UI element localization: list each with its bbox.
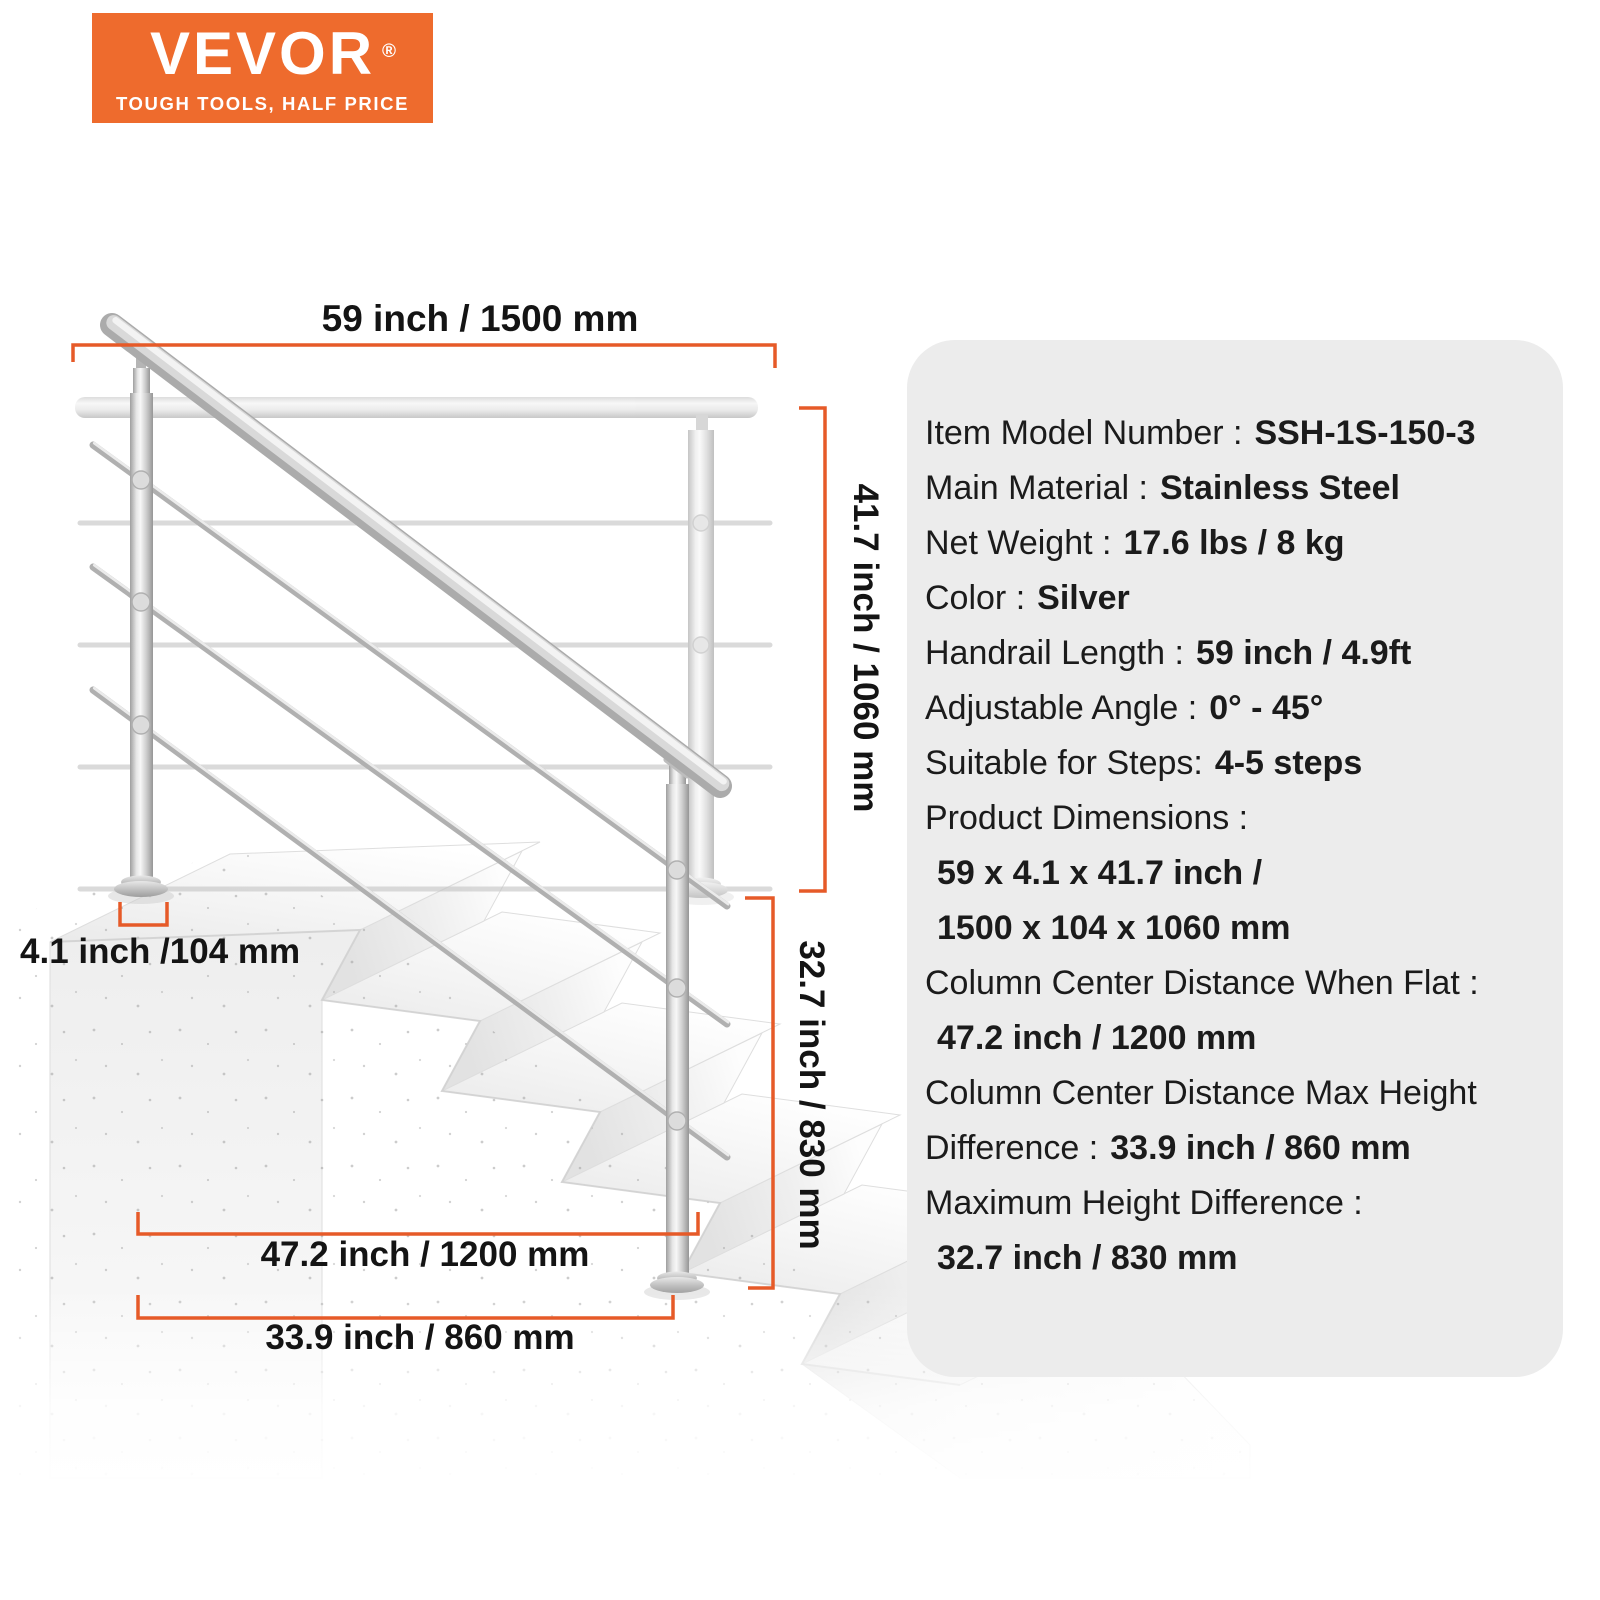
post-tube (130, 393, 153, 879)
spec-value: SSH-1S-150-3 (1254, 414, 1476, 452)
spec-value: 59 inch / 4.9ft (1195, 634, 1412, 672)
spec-label: Net Weight : (925, 524, 1112, 562)
spec-row (925, 626, 1549, 681)
spec-panel (907, 340, 1563, 1377)
spec-value: 59 x 4.1 x 41.7 inch / (937, 854, 1263, 892)
spec-label: Column Center Distance Max Height (925, 1074, 1477, 1112)
spec-label: Column Center Distance When Flat : (925, 964, 1479, 1002)
spec-row (925, 736, 1549, 791)
spec-label: Maximum Height Difference : (925, 1184, 1363, 1222)
logo-tagline: TOUGH TOOLS, HALF PRICE (115, 92, 410, 114)
spec-row (925, 406, 1549, 461)
crossbar-connector (132, 471, 150, 489)
spec-label: Item Model Number : (925, 414, 1243, 452)
spec-value: Stainless Steel (1159, 469, 1400, 507)
dim-label-center-flat: 47.2 inch / 1200 mm (260, 1235, 590, 1274)
spec-label: Color : (925, 579, 1026, 617)
flat-configuration (75, 397, 770, 905)
dim-label-height-diff: 32.7 inch / 830 mm (792, 940, 831, 1250)
flat-post (688, 430, 714, 884)
registered-mark-icon: ® (382, 40, 400, 62)
spec-row (925, 1011, 1549, 1066)
post-tube (666, 784, 689, 1275)
flat-handrail (75, 397, 758, 418)
dim-label-height-flat: 41.7 inch / 1060 mm (846, 483, 885, 813)
spec-row (925, 1121, 1549, 1176)
crossbar-connector (132, 593, 150, 611)
spec-value: 4-5 steps (1214, 744, 1363, 782)
spec-value: 47.2 inch / 1200 mm (937, 1019, 1257, 1057)
spec-row (925, 571, 1549, 626)
spec-value: Silver (1037, 579, 1130, 617)
spec-value: 32.7 inch / 830 mm (937, 1239, 1238, 1277)
dim-label-center-max: 33.9 inch / 860 mm (265, 1318, 575, 1357)
spec-row (925, 681, 1549, 736)
spec-label: Suitable for Steps: (925, 744, 1203, 782)
spec-row (925, 901, 1549, 956)
spec-row (925, 846, 1549, 901)
spec-row (925, 1176, 1549, 1231)
spec-row (925, 1066, 1549, 1121)
spec-row (925, 461, 1549, 516)
dim-label-column-width: 4.1 inch /104 mm (20, 932, 301, 971)
spec-row (925, 791, 1549, 846)
crossbar-connector (668, 979, 686, 997)
dim-bracket-height-flat (799, 408, 825, 891)
spec-label: Difference : (925, 1129, 1099, 1167)
flat-post-pin (696, 414, 708, 432)
spec-label: Main Material : (925, 469, 1148, 507)
sloped-handrail (112, 320, 724, 786)
crossbar-connector (693, 515, 709, 531)
spec-label: Product Dimensions : (925, 799, 1249, 837)
spec-value: 0° - 45° (1209, 689, 1324, 727)
dim-label-length: 59 inch / 1500 mm (321, 298, 639, 339)
crossbar-connector (132, 716, 150, 734)
spec-value: 33.9 inch / 860 mm (1110, 1129, 1411, 1167)
spec-row (925, 956, 1549, 1011)
crossbar-connector (668, 861, 686, 879)
crossbar-connector (668, 1112, 686, 1130)
spec-value: 1500 x 104 x 1060 mm (937, 909, 1291, 947)
spec-row (925, 1231, 1549, 1286)
spec-label: Handrail Length : (925, 634, 1184, 672)
post-pin (133, 368, 150, 396)
left-post (108, 354, 174, 904)
logo-brand-text: VEVOR ® (149, 19, 400, 87)
spec-value: 17.6 lbs / 8 kg (1123, 524, 1345, 562)
crossbar-connector (693, 637, 709, 653)
spec-row (925, 516, 1549, 571)
spec-label: Adjustable Angle : (925, 689, 1198, 727)
post-base (114, 881, 168, 897)
